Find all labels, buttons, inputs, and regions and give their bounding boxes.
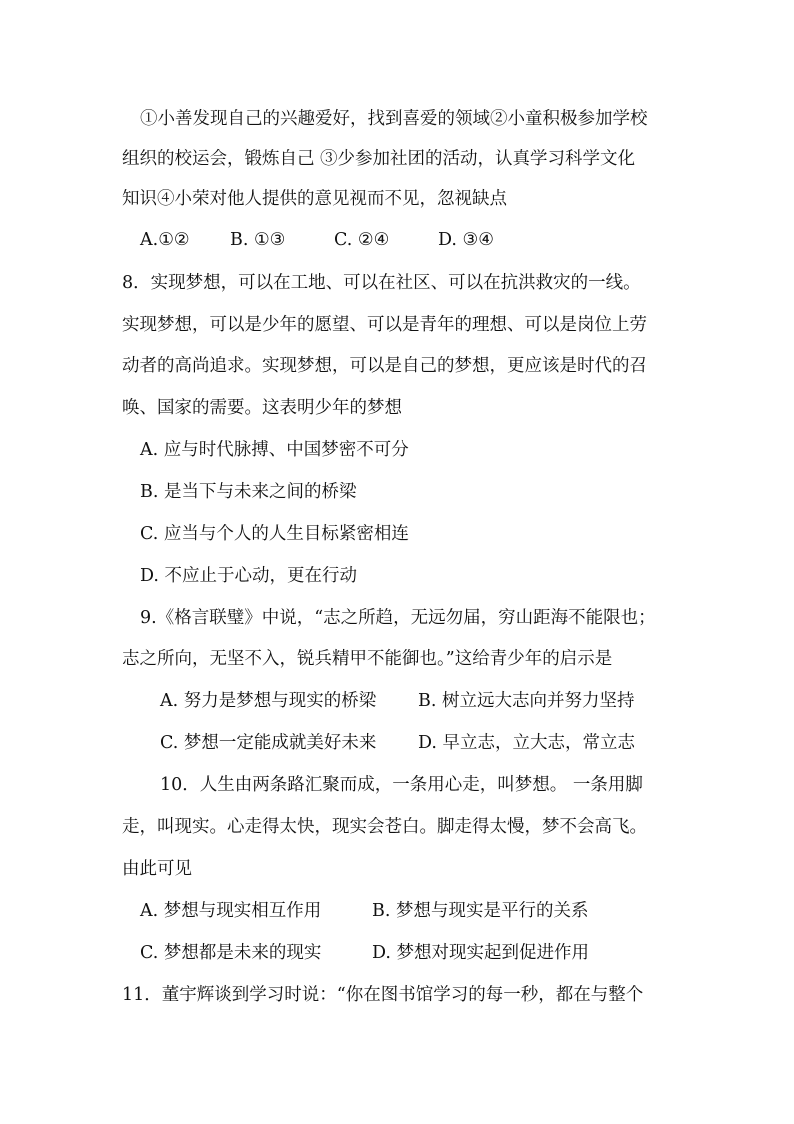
- q7-statement-line-3: 知识④小荣对他人提供的意见视而不见，忽视缺点: [122, 189, 507, 209]
- q10-stem-line-2: 走，叫现实。心走得太快，现实会苍白。脚走得太慢，梦不会高飞。: [122, 817, 647, 837]
- q9-stem-line-1: 9.《格言联璧》中说，“志之所趋，无远勿届，穷山距海不能限也；: [140, 608, 656, 628]
- q10-option-d: D. 梦想对现实起到促进作用: [372, 943, 590, 963]
- q8-stem-line-1: 8．实现梦想，可以在工地、可以在社区、可以在抗洪救灾的一线。: [122, 273, 641, 293]
- q8-stem-line-3: 动者的高尚追求。实现梦想，可以是自己的梦想，更应该是时代的召: [122, 356, 647, 376]
- q9-option-c: C. 梦想一定能成就美好未来: [160, 733, 377, 753]
- q7-option-a: A.①②: [140, 230, 190, 250]
- q7-statement-line-2: 组织的校运会，锻炼自己 ③少参加社团的活动，认真学习科学文化: [122, 149, 636, 169]
- q9-option-b: B. 树立远大志向并努力坚持: [418, 691, 635, 711]
- q10-stem-line-3: 由此可见: [122, 859, 192, 879]
- q10-option-a: A. 梦想与现实相互作用: [140, 901, 322, 921]
- q10-option-c: C. 梦想都是未来的现实: [140, 943, 322, 963]
- q7-option-d: D. ③④: [438, 230, 494, 250]
- q9-option-d: D. 早立志，立大志，常立志: [418, 733, 636, 753]
- q8-option-c: C. 应当与个人的人生目标紧密相连: [140, 524, 409, 544]
- q8-option-a: A. 应与时代脉搏、中国梦密不可分: [140, 440, 409, 460]
- q8-stem-line-2: 实现梦想，可以是少年的愿望、可以是青年的理想、可以是岗位上劳: [122, 315, 647, 335]
- q7-option-c: C. ②④: [334, 230, 390, 250]
- q10-option-b: B. 梦想与现实是平行的关系: [372, 901, 589, 921]
- q9-stem-line-2: 志之所向，无坚不入，锐兵精甲不能御也。”这给青少年的启示是: [122, 649, 613, 669]
- q7-option-b: B. ①③: [230, 230, 286, 250]
- q8-stem-line-4: 唤、国家的需要。这表明少年的梦想: [122, 398, 402, 418]
- q11-stem-line-1: 11．董宇辉谈到学习时说：“你在图书馆学习的每一秒，都在与整个: [122, 985, 644, 1005]
- q10-stem-line-1: 10．人生由两条路汇聚而成，一条用心走，叫梦想。 一条用脚: [160, 775, 643, 795]
- q8-option-d: D. 不应止于心动，更在行动: [140, 566, 358, 586]
- q8-option-b: B. 是当下与未来之间的桥梁: [140, 482, 357, 502]
- q7-statement-line-1: ①小善发现自己的兴趣爱好，找到喜爱的领域②小童积极参加学校: [140, 109, 648, 129]
- q9-option-a: A. 努力是梦想与现实的桥梁: [160, 691, 377, 711]
